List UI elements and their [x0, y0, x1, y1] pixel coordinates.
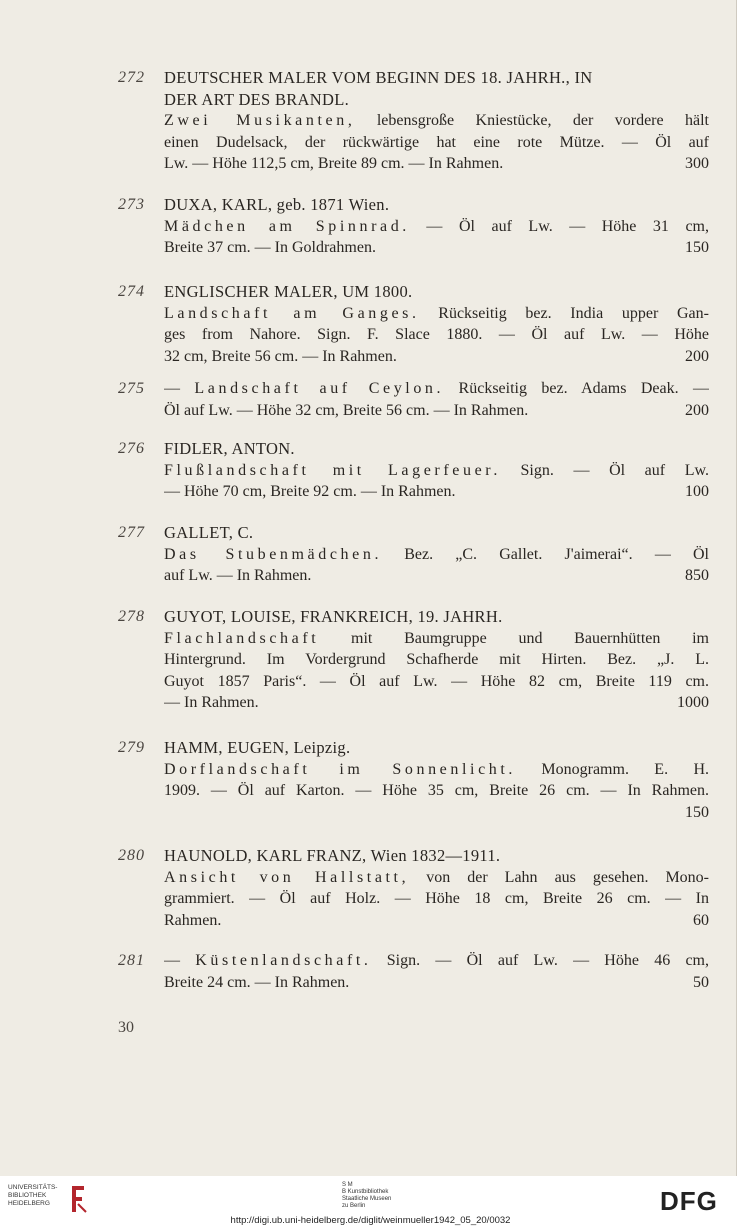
estimate-price: 150 — [685, 803, 709, 821]
artist-heading: GALLET, C. — [164, 523, 254, 542]
description-line — [164, 303, 709, 325]
estimate-price: 300 — [685, 155, 709, 173]
estimate-price: 50 — [693, 973, 709, 991]
artist-heading: DEUTSCHER MALER VOM BEGINN DES 18. JAHRH., IN — [164, 68, 593, 87]
artist-heading: FIDLER, ANTON. — [164, 439, 295, 458]
description-line — [164, 544, 709, 566]
artwork-title: Mädchen am Spinnrad. — [164, 217, 410, 235]
museum-stamp — [342, 1182, 391, 1210]
final-line — [164, 237, 709, 259]
final-line — [164, 972, 709, 994]
entry-body — [164, 606, 709, 714]
page-number: 30 — [118, 1019, 134, 1036]
artist-heading: HAUNOLD, KARL FRANZ, Wien 1832—1911. — [164, 846, 501, 865]
stamp-line: S M — [342, 1182, 353, 1188]
description-line — [164, 950, 709, 972]
final-line — [164, 910, 709, 932]
description-line — [164, 628, 709, 650]
lot-number: 279 — [118, 739, 145, 756]
entry-body — [164, 194, 709, 259]
final-line — [164, 346, 709, 368]
description-line — [164, 759, 709, 781]
heidelberg-library-logo[interactable] — [8, 1184, 96, 1216]
description-text: — Öl auf Lw. — Höhe 31 cm, — [409, 217, 709, 235]
final-line — [164, 481, 709, 503]
library-name-line: HEIDELBERG — [8, 1200, 50, 1207]
description-text: Rückseitig bez. India upper Gan- — [419, 304, 709, 322]
estimate-price: 850 — [685, 567, 709, 585]
estimate-price: 200 — [685, 401, 709, 419]
lot-number: 280 — [118, 847, 145, 864]
stamp-line: B Kunstbibliothek — [342, 1189, 389, 1195]
ditto-dash: — — [164, 952, 196, 969]
description-text: — In Rahmen. — [164, 694, 259, 712]
description-line: einen Dudelsack, der rückwärtige hat eine rote Mütze. — Öl auf — [164, 133, 709, 151]
description-text: Lw. — Höhe 112,5 cm, Breite 89 cm. — In Rahmen. — [164, 155, 504, 173]
artist-heading: DER ART DES BRANDL. — [164, 89, 350, 109]
artist-heading: HAMM, EUGEN, Leipzig. — [164, 738, 351, 757]
entry-body — [164, 737, 709, 823]
final-line — [164, 400, 709, 422]
lot-number: 281 — [118, 952, 145, 969]
estimate-price: 200 — [685, 347, 709, 365]
artwork-title: Landschaft am Ganges. — [164, 304, 420, 322]
footer-bar — [0, 1176, 741, 1229]
description-line: Guyot 1857 Paris“. — Öl auf Lw. — Höhe 82 cm, Breite 119 cm. — [164, 672, 709, 690]
entry-body — [164, 438, 709, 503]
artwork-title: Küstenlandschaft. — [195, 952, 372, 969]
entry-body — [164, 522, 709, 587]
artwork-title: Flußlandschaft mit Lagerfeuer. — [164, 461, 501, 479]
description-text: Rückseitig bez. Adams Deak. — — [444, 380, 709, 397]
description-line — [164, 460, 709, 482]
description-line: ges from Nahore. Sign. F. Slace 1880. — Öl auf Lw. — Höhe — [164, 326, 709, 344]
lot-number: 274 — [118, 283, 145, 300]
description-text: Bez. „C. Gallet. J'aimerai“. — Öl — [382, 545, 709, 563]
library-name-line: BIBLIOTHEK — [8, 1192, 47, 1199]
lot-number: 277 — [118, 524, 145, 541]
description-line: grammiert. — Öl auf Holz. — Höhe 18 cm, Breite 26 cm. — In — [164, 890, 709, 908]
lot-number: 272 — [118, 69, 145, 86]
artist-heading: ENGLISCHER MALER, UM 1800. — [164, 282, 413, 301]
description-text: von der Lahn aus gesehen. Mono- — [409, 868, 709, 886]
final-line — [164, 802, 709, 824]
description-line — [164, 867, 709, 889]
artwork-title: Landschaft auf Ceylon. — [194, 380, 445, 397]
estimate-price: 1000 — [677, 694, 709, 712]
dfg-logo[interactable]: DFG — [660, 1186, 718, 1216]
description-text: lebensgroße Kniestücke, der vordere hält — [355, 112, 709, 130]
description-line: Hintergrund. Im Vordergrund Schafherde mit Hirten. Bez. „J. L. — [164, 651, 709, 669]
description-text: — Höhe 70 cm, Breite 92 cm. — In Rahmen. — [164, 483, 456, 501]
lot-number: 276 — [118, 440, 145, 457]
description-text: Breite 24 cm. — In Rahmen. — [164, 973, 350, 991]
description-line — [164, 110, 709, 132]
artist-heading: GUYOT, LOUISE, FRANKREICH, 19. JAHRH. — [164, 607, 503, 626]
entry-body — [164, 950, 709, 993]
description-line — [164, 378, 709, 400]
description-text: Breite 37 cm. — In Goldrahmen. — [164, 239, 376, 257]
source-url-link[interactable]: http://digi.ub.uni-heidelberg.de/diglit/weinmueller1942_05_20/0032 — [230, 1215, 511, 1226]
library-name-line: UNIVERSITÄTS- — [8, 1184, 58, 1191]
description-text: Sign. — Öl auf Lw. — Höhe 46 cm, — [371, 952, 709, 969]
estimate-price: 100 — [685, 483, 709, 501]
lot-number: 278 — [118, 608, 145, 625]
lot-number: 275 — [118, 380, 145, 397]
ditto-dash: — — [164, 380, 195, 397]
lot-number: 273 — [118, 196, 145, 213]
entry-body — [164, 281, 709, 367]
entry-body — [164, 67, 709, 175]
description-text: 32 cm, Breite 56 cm. — In Rahmen. — [164, 347, 397, 365]
stamp-line: zu Berlin — [342, 1203, 366, 1209]
entry-body — [164, 845, 709, 931]
artist-heading: DUXA, KARL, geb. 1871 Wien. — [164, 195, 390, 214]
estimate-price: 60 — [693, 911, 709, 929]
entry-body — [164, 378, 709, 421]
description-text: Öl auf Lw. — Höhe 32 cm, Breite 56 cm. — In Rahmen. — [164, 401, 529, 419]
artwork-title: Ansicht von Hallstatt, — [164, 868, 410, 886]
description-line: 1909. — Öl auf Karton. — Höhe 35 cm, Breite 26 cm. — In Rahmen. — [164, 782, 709, 800]
artwork-title: Zwei Musikanten, — [164, 112, 356, 130]
final-line — [164, 692, 709, 714]
artwork-title: Flachlandschaft — [164, 629, 320, 647]
stamp-line: Staatliche Museen — [342, 1196, 392, 1202]
description-text: auf Lw. — In Rahmen. — [164, 567, 312, 585]
description-line — [164, 216, 709, 238]
final-line — [164, 565, 709, 587]
description-text: Monogramm. E. H. — [516, 760, 709, 778]
description-text: Sign. — Öl auf Lw. — [500, 461, 709, 479]
description-text: Rahmen. — [164, 911, 222, 929]
description-text: mit Baumgruppe und Bauernhütten im — [319, 629, 709, 647]
artwork-title: Das Stubenmädchen. — [164, 545, 383, 563]
estimate-price: 150 — [685, 239, 709, 257]
library-emblem-icon — [68, 1184, 88, 1214]
final-line — [164, 153, 709, 175]
artwork-title: Dorflandschaft im Sonnenlicht. — [164, 760, 517, 778]
